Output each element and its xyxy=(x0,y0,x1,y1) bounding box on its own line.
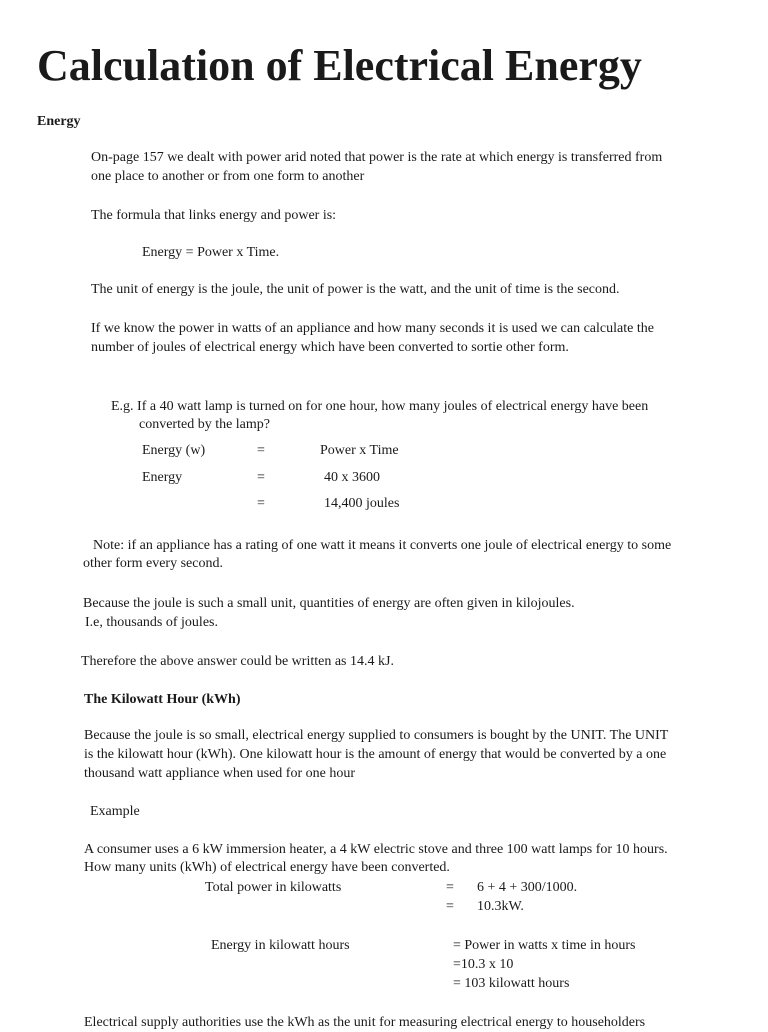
calc-value: 40 x 3600 xyxy=(324,470,380,485)
total-power-label: Total power in kilowatts xyxy=(205,880,342,895)
kwh-line-2: is the kilowatt hour (kWh). One kilowatt hour is the amount of energy that would be converted by a one xyxy=(84,747,667,762)
example-question-line-2: converted by the lamp? xyxy=(139,417,271,432)
energy-kwh-result: = 103 kilowatt hours xyxy=(453,976,570,991)
example-label: Example xyxy=(90,804,140,819)
kilojoule-line-1: Because the joule is such a small unit, quantities of energy are often given in kilojoules. xyxy=(83,596,575,611)
energy-kwh-label: Energy in kilowatt hours xyxy=(211,938,350,953)
page-title: Calculation of Electrical Energy xyxy=(37,41,642,90)
example-line-1: A consumer uses a 6 kW immersion heater, a 4 kW electric stove and three 100 watt lamps for 10 hours. xyxy=(84,842,668,857)
total-power-equals: = xyxy=(446,880,454,895)
note-line-2: other form every second. xyxy=(83,556,223,571)
paragraph-line-2: number of joules of electrical energy which have been converted to sortie other form. xyxy=(91,340,569,355)
intro-line-2: one place to another or from one form to another xyxy=(91,169,365,184)
kwh-line-3: thousand watt appliance when used for one hour xyxy=(84,766,355,781)
calc-value: 14,400 joules xyxy=(324,496,400,511)
energy-heading: Energy xyxy=(37,114,81,129)
paragraph-line-1: If we know the power in watts of an appliance and how many seconds it is used we can calculate the xyxy=(91,321,654,336)
kwh-heading: The Kilowatt Hour (kWh) xyxy=(84,692,241,707)
therefore-line: Therefore the above answer could be written as 14.4 kJ. xyxy=(81,654,394,669)
calc-label: Energy (w) xyxy=(142,443,206,458)
example-question-line-1: E.g. If a 40 watt lamp is turned on for one hour, how many joules of electrical energy have been xyxy=(111,399,649,414)
units-sentence: The unit of energy is the joule, the unit of power is the watt, and the unit of time is the second. xyxy=(91,282,620,297)
intro-line-1: On-page 157 we dealt with power arid noted that power is the rate at which energy is transferred from xyxy=(91,150,663,165)
example-line-2: How many units (kWh) of electrical energy have been converted. xyxy=(84,860,450,875)
total-power-value: 6 + 4 + 300/1000. xyxy=(477,880,578,895)
closing-line: Electrical supply authorities use the kWh as the unit for measuring electrical energy to householders xyxy=(84,1015,646,1030)
formula: Energy = Power x Time. xyxy=(142,245,280,260)
total-power-equals: = xyxy=(446,899,454,914)
calc-equals: = xyxy=(257,443,265,458)
calc-equals: = xyxy=(257,496,265,511)
calc-value: Power x Time xyxy=(320,443,399,458)
kilojoule-line-2: I.e, thousands of joules. xyxy=(85,615,218,630)
note-line-1: Note: if an appliance has a rating of one watt it means it converts one joule of electrical energy to some xyxy=(93,538,672,553)
calc-equals: = xyxy=(257,470,265,485)
energy-kwh-substitution: =10.3 x 10 xyxy=(453,957,514,972)
energy-kwh-formula: = Power in watts x time in hours xyxy=(453,938,636,953)
formula-intro: The formula that links energy and power is: xyxy=(91,208,337,223)
kwh-line-1: Because the joule is so small, electrical energy supplied to consumers is bought by the UNIT. The UNIT xyxy=(84,728,669,743)
total-power-result: 10.3kW. xyxy=(477,899,524,914)
calc-label: Energy xyxy=(142,470,183,485)
